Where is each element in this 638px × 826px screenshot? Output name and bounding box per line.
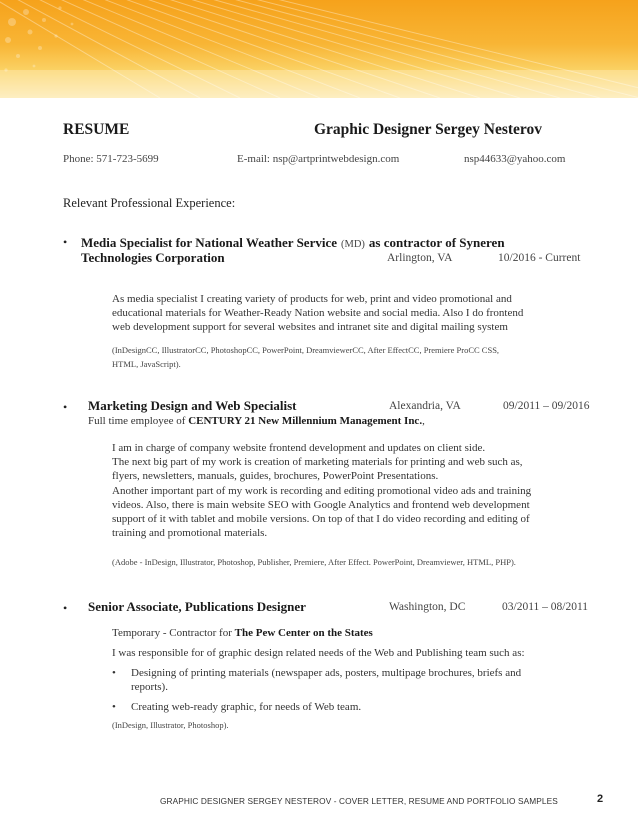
description-line: training and promotional materials. [112, 527, 268, 540]
sub-list-item [112, 700, 361, 714]
description-line: videos. Also, there is main website SEO with Google Analytics and frontend web development [112, 498, 530, 511]
tools-line: HTML, JavaScript). [112, 358, 181, 369]
sunburst-graphic [0, 0, 638, 98]
bullet-marker: • [63, 601, 68, 615]
job-description [112, 292, 523, 335]
job-title-line2: Technologies Corporation [81, 250, 225, 265]
page-footer: GRAPHIC DESIGNER SERGEY NESTEROV - COVER LETTER, RESUME AND PORTFOLIO SAMPLES [160, 796, 558, 806]
description-line: The next big part of my work is creation of marketing materials for printing and web such as, [112, 456, 523, 469]
resume-heading: RESUME [63, 121, 130, 138]
email-text: E-mail: nsp@artprintwebdesign.com [237, 153, 400, 165]
tools-line: (Adobe - InDesign, Illustrator, Photoshop, Publisher, Premiere, After Effect. PowerPoint, Dreamviewer, HTML, PHP). [112, 557, 516, 567]
phone-text: Phone: 571-723-5699 [63, 153, 159, 165]
employment-suffix: , [422, 415, 425, 427]
employment-prefix: Full time employee of [88, 415, 186, 427]
description-line: educational materials for Weather-Ready Nation website and social media. Also I do frontend [112, 307, 524, 320]
sub-list-item [112, 666, 521, 694]
job-tools [112, 557, 516, 567]
job-dates: 10/2016 - Current [498, 252, 581, 264]
sub-bullet-marker: • [112, 701, 116, 713]
page-number: 2 [597, 793, 604, 805]
sub-item-line: Designing of printing materials (newspaper ads, posters, multipage brochures, briefs and [131, 667, 522, 679]
experience-heading: Relevant Professional Experience: [63, 196, 236, 210]
description-line: Another important part of my work is recording and editing promotional video ads and training [112, 484, 532, 497]
job-location: Washington, DC [389, 601, 466, 613]
header-banner [0, 0, 638, 98]
description-line: web development support for several websites and intranet site and digital mailing system [112, 321, 508, 334]
job-dates: 03/2011 – 08/2011 [502, 601, 589, 613]
sub-bullet-marker: • [112, 667, 116, 679]
job-title-contractor: as contractor of Syneren [368, 235, 505, 250]
job-tools [112, 344, 499, 371]
job-location: Alexandria, VA [389, 400, 461, 412]
job-tools [112, 720, 229, 730]
tools-line: (InDesign, Illustrator, Photoshop). [112, 720, 229, 730]
employer-name: CENTURY 21 New Millennium Management Inc. [188, 415, 423, 427]
job-intro: I was responsible for of graphic design related needs of the Web and Publishing team such as: [112, 647, 525, 659]
sub-item-line: reports). [131, 681, 168, 694]
name-title-heading: Graphic Designer Sergey Nesterov [314, 121, 543, 138]
state-abbrev: (MD) [341, 239, 365, 250]
description-line: I am in charge of company website frontend development and updates on client side. [112, 442, 486, 454]
employment-line [88, 415, 425, 427]
tools-line: (InDesignCC, IllustratorCC, PhotoshopCC, PowerPoint, DreamviewerCC, After EffectCC, Premiere ProCC CSS, [112, 345, 500, 355]
description-line: support of it with tablet and mobile versions. On top of that I do video recording and editing of [112, 513, 530, 526]
email-secondary-text: nsp44633@yahoo.com [464, 153, 566, 165]
job-title: Senior Associate, Publications Designer [88, 599, 306, 614]
description-line: As media specialist I creating variety of products for web, print and video promotional and [112, 293, 512, 305]
bullet-marker: • [63, 400, 68, 414]
job-dates: 09/2011 – 09/2016 [503, 400, 590, 412]
description-line: flyers, newsletters, manuals, guides, brochures, PowerPoint Presentations. [112, 470, 439, 483]
job-title: Marketing Design and Web Specialist [88, 398, 297, 413]
sub-item-line: Creating web-ready graphic, for needs of Web team. [131, 701, 362, 713]
bullet-marker: • [63, 235, 68, 249]
employer-name: The Pew Center on the States [234, 627, 373, 639]
job-location: Arlington, VA [387, 252, 453, 264]
job-title: Media Specialist for National Weather Service [81, 235, 337, 250]
employment-prefix: Temporary - Contractor for [112, 627, 232, 639]
employment-line [112, 627, 373, 639]
job-description [112, 441, 531, 540]
